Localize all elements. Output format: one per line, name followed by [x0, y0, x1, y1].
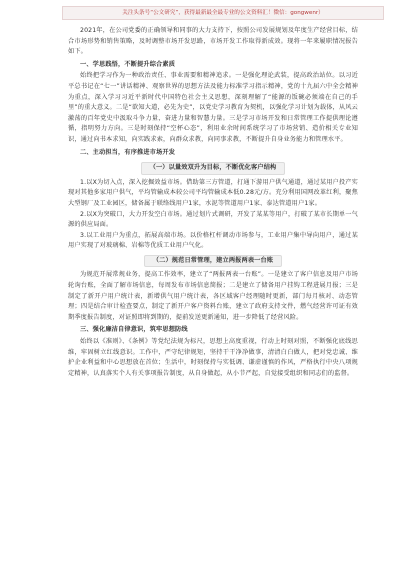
item-1-paragraph: 1.以X为切入点，深入挖掘效益市场。借助第三方管道，打通下游用户供气通道，通过某用户投产实现对其他多家用户供气，平均管输成本较公司平均管输成本低0.28元/方。充分利用国网改革红利，聚焦大型钢厂及工业园区，储备属于联络线用户1家，水泥等管道用户1家、泰达管道用户1家。 — [68, 178, 358, 207]
management-paragraph: 为规范开展常规业务，提高工作效率，建立了“两报两表一台账”。一是建立了客户信息及用户市场轮询台账，全面了解市场信息，每周发布市场信息简报；二是建立了储备用户挂钩工程进展月报；三是制定了新开户用户统计表，新增供气用户统计表，各区域客户经理随时更新，部门每月核对、动态管理；四是结合审计检查要点，制定了新开户客户资料台账，建立了政府支持文件，燃气经营许可证有效期季度报告制度，对证照即将到期的，提前发送更新通知，进一步降低了经营风险。 — [68, 271, 358, 321]
subheading-wrap-1 — [68, 159, 358, 178]
section-heading-1: 一、学思践悟，不断提升综合素质 — [80, 60, 176, 68]
section-heading-2: 二、主动担当，有序推进市场开发 — [80, 148, 176, 156]
item-3-paragraph: 3.以工业用户为重点，拓展高端市场。以价格杠杆调动市场参与，工业用户集中导向用户，通过某用户实现了对玻璃棉、岩棉等优质工业用户气化。 — [68, 231, 358, 250]
subheading-daily-management: （二）规范日常管理，建立两报两表一台账 — [144, 255, 282, 268]
section-1-paragraph: 始终把学习作为一种政治责任、事业需要和精神追求。一是强化理论武装，提高政治站位。以习近平总书记在“七一”讲话精神、观察世界的思想方法及能力标准学习指示精神，党的十九届六中全会精神为重点，深入学习习近平新时代中国特色社会主义思想，深刻理解了“能源的饭碗必须端在自己的手里”的重大意义。二是“欲知大道，必先为史”，以党史学习教育为契机，以强化学习计划为载体，从风云激荡的百年党史中汲取斗争力量，奋进力量和智慧力量。三是学习市场开发和日常管理工作提供理论遵循，指明努力方向。三是时刻保持“空杯心态”，利用业余时间系统学习了市场营销、造价相关专业知识，通过向书本求知，向实践求索，向群众求教，向同事求教，不断提升自身业务能力和管理水平。 — [68, 72, 358, 143]
section-3-paragraph: 始终以《准则》、《条例》等党纪法规为标尺，思想上高度重视，行动上时刻对照，不断强化底线思维，牢固树立红线意识。工作中，严守纪律规矩，坚持干干净净做事，清清白白做人，把对党忠诚、维护企业利益和中心思想放在首位；生活中，时刻保持与实低调、谦虚谨慎的作风，严格执行中央八项规定精神，认真落实个人有关事项报告制度，从自身做起，从小节严起，自觉接受组织和同志们的监督。 — [68, 338, 358, 377]
intro-paragraph: 2021年，在公司党委的正确领导和同事的大力支持下，按照公司发展规划及年度生产经营目标，结合市场形势和销售策略，及时调整市场开发思路，市场开发工作取得新成效。现将一年来履职情况报告如下。 — [68, 27, 358, 56]
subheading-customer-structure: （一）以量效双升为目标，不断优化客户结构 — [141, 162, 286, 175]
promo-banner: 关注头条号“公文研究”，获得最新最全最专业的公文资料汇！微信：gongwenr） — [62, 6, 384, 20]
subheading-wrap-2 — [68, 252, 358, 271]
item-2-paragraph: 2.以X为突破口，大力开发空白市场。通过划片式调研，开发了某某等用户，打破了某市长期单一气源的供应局面。 — [68, 210, 358, 229]
report-body — [68, 26, 358, 379]
section-heading-3: 三、强化廉洁自律意识，筑牢思想防线 — [80, 326, 188, 334]
